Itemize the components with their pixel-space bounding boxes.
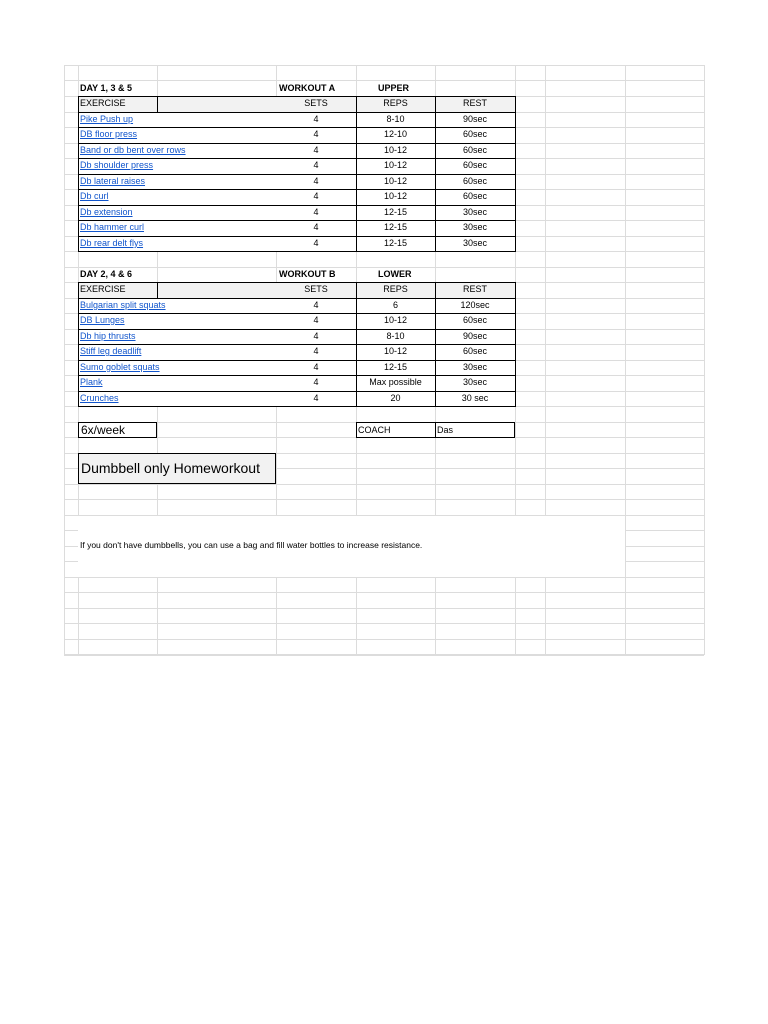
rest-cell: 60sec xyxy=(462,315,488,325)
sets-cell: 4 xyxy=(313,346,319,356)
workout-a-label: WORKOUT A xyxy=(279,83,336,93)
workout-a-day-label: DAY 1, 3 & 5 xyxy=(80,83,133,93)
exercise-link[interactable]: Sumo goblet squats xyxy=(80,362,160,372)
rest-cell: 60sec xyxy=(462,191,488,201)
rest-cell: 60sec xyxy=(462,129,488,139)
spreadsheet xyxy=(64,65,704,655)
table-column-border xyxy=(515,96,516,252)
reps-cell: 10-12 xyxy=(383,145,408,155)
reps-cell: 10-12 xyxy=(383,346,408,356)
grid-row-line xyxy=(64,65,704,66)
exercise-link[interactable]: Db rear delt flys xyxy=(80,238,144,248)
reps-cell: 10-12 xyxy=(383,176,408,186)
exercise-link[interactable]: Db curl xyxy=(80,191,109,201)
sets-cell: 4 xyxy=(313,176,319,186)
sets-cell: 4 xyxy=(313,300,319,310)
reps-cell: 8-10 xyxy=(386,114,405,124)
grid-row-line xyxy=(64,655,704,656)
rest-cell: 30sec xyxy=(462,207,488,217)
grid-row-line xyxy=(64,592,704,593)
sets-cell: 4 xyxy=(313,145,319,155)
rest-cell: 60sec xyxy=(462,176,488,186)
reps-cell: 12-15 xyxy=(383,238,408,248)
table-row-border xyxy=(78,406,516,407)
grid-row-line xyxy=(64,499,704,500)
table-row-border xyxy=(78,251,516,252)
exercise-link[interactable]: DB floor press xyxy=(80,129,138,139)
reps-cell: 10-12 xyxy=(383,315,408,325)
rest-cell: 120sec xyxy=(460,300,490,310)
rest-cell: 30sec xyxy=(462,238,488,248)
reps-cell: 12-15 xyxy=(383,362,408,372)
sets-cell: 4 xyxy=(313,393,319,403)
rest-cell: 60sec xyxy=(462,145,488,155)
rest-cell: 90sec xyxy=(462,114,488,124)
sets-cell: 4 xyxy=(313,114,319,124)
column-header-reps: REPS xyxy=(383,284,408,294)
exercise-link[interactable]: Band or db bent over rows xyxy=(80,145,186,155)
column-header-sets: SETS xyxy=(304,284,328,294)
reps-cell: 12-15 xyxy=(383,207,408,217)
sets-cell: 4 xyxy=(313,377,319,387)
workout-a-focus: UPPER xyxy=(378,83,410,93)
table-column-border xyxy=(78,96,79,252)
exercise-link[interactable]: Db lateral raises xyxy=(80,176,146,186)
column-header-exercise: EXERCISE xyxy=(80,98,126,108)
exercise-link[interactable]: Db hip thrusts xyxy=(80,331,136,341)
reps-cell: 20 xyxy=(390,393,401,403)
grid-column-line xyxy=(704,65,705,655)
workout-b-label: WORKOUT B xyxy=(279,269,336,279)
workout-b-focus: LOWER xyxy=(378,269,412,279)
rest-cell: 60sec xyxy=(462,160,488,170)
sets-cell: 4 xyxy=(313,207,319,217)
table-column-border xyxy=(78,282,79,407)
sets-cell: 4 xyxy=(313,315,319,325)
column-header-rest: REST xyxy=(462,284,487,294)
reps-cell: 6 xyxy=(392,300,398,310)
exercise-link[interactable]: Db shoulder press xyxy=(80,160,154,170)
sets-cell: 4 xyxy=(313,331,319,341)
exercise-link[interactable]: Stiff leg deadlift xyxy=(80,346,142,356)
grid-row-line xyxy=(64,623,704,624)
table-column-border xyxy=(515,282,516,407)
coach-name: Das xyxy=(437,425,454,435)
column-header-sets: SETS xyxy=(304,98,328,108)
grid-row-line xyxy=(64,639,704,640)
sets-cell: 4 xyxy=(313,160,319,170)
table-column-border xyxy=(157,96,158,113)
exercise-link[interactable]: Pike Push up xyxy=(80,114,134,124)
sets-cell: 4 xyxy=(313,129,319,139)
sets-cell: 4 xyxy=(313,362,319,372)
exercise-link[interactable]: Bulgarian split squats xyxy=(80,300,166,310)
reps-cell: 12-10 xyxy=(383,129,408,139)
column-header-exercise: EXERCISE xyxy=(80,284,126,294)
program-title: Dumbbell only Homeworkout xyxy=(81,460,260,476)
sets-cell: 4 xyxy=(313,191,319,201)
column-header-reps: REPS xyxy=(383,98,408,108)
grid-row-line xyxy=(64,484,704,485)
exercise-link[interactable]: Db hammer curl xyxy=(80,222,145,232)
reps-cell: 10-12 xyxy=(383,191,408,201)
reps-cell: 8-10 xyxy=(386,331,405,341)
sets-cell: 4 xyxy=(313,238,319,248)
reps-cell: 12-15 xyxy=(383,222,408,232)
exercise-link[interactable]: DB Lunges xyxy=(80,315,125,325)
exercise-link[interactable]: Db extension xyxy=(80,207,133,217)
exercise-link[interactable]: Plank xyxy=(80,377,103,387)
frequency-value: 6x/week xyxy=(81,423,126,437)
rest-cell: 30sec xyxy=(462,362,488,372)
note-text: If you don't have dumbbells, you can use a bag and fill water bottles to increase resistance. xyxy=(80,540,423,550)
reps-cell: 10-12 xyxy=(383,160,408,170)
sets-cell: 4 xyxy=(313,222,319,232)
exercise-link[interactable]: Crunches xyxy=(80,393,119,403)
rest-cell: 30 sec xyxy=(461,393,489,403)
grid-row-line xyxy=(64,608,704,609)
table-column-border xyxy=(157,282,158,299)
column-header-rest: REST xyxy=(462,98,487,108)
coach-label: COACH xyxy=(358,425,391,435)
rest-cell: 30sec xyxy=(462,222,488,232)
rest-cell: 60sec xyxy=(462,346,488,356)
reps-cell: Max possible xyxy=(369,377,422,387)
workout-b-day-label: DAY 2, 4 & 6 xyxy=(80,269,133,279)
rest-cell: 30sec xyxy=(462,377,488,387)
grid-row-line xyxy=(64,577,704,578)
rest-cell: 90sec xyxy=(462,331,488,341)
